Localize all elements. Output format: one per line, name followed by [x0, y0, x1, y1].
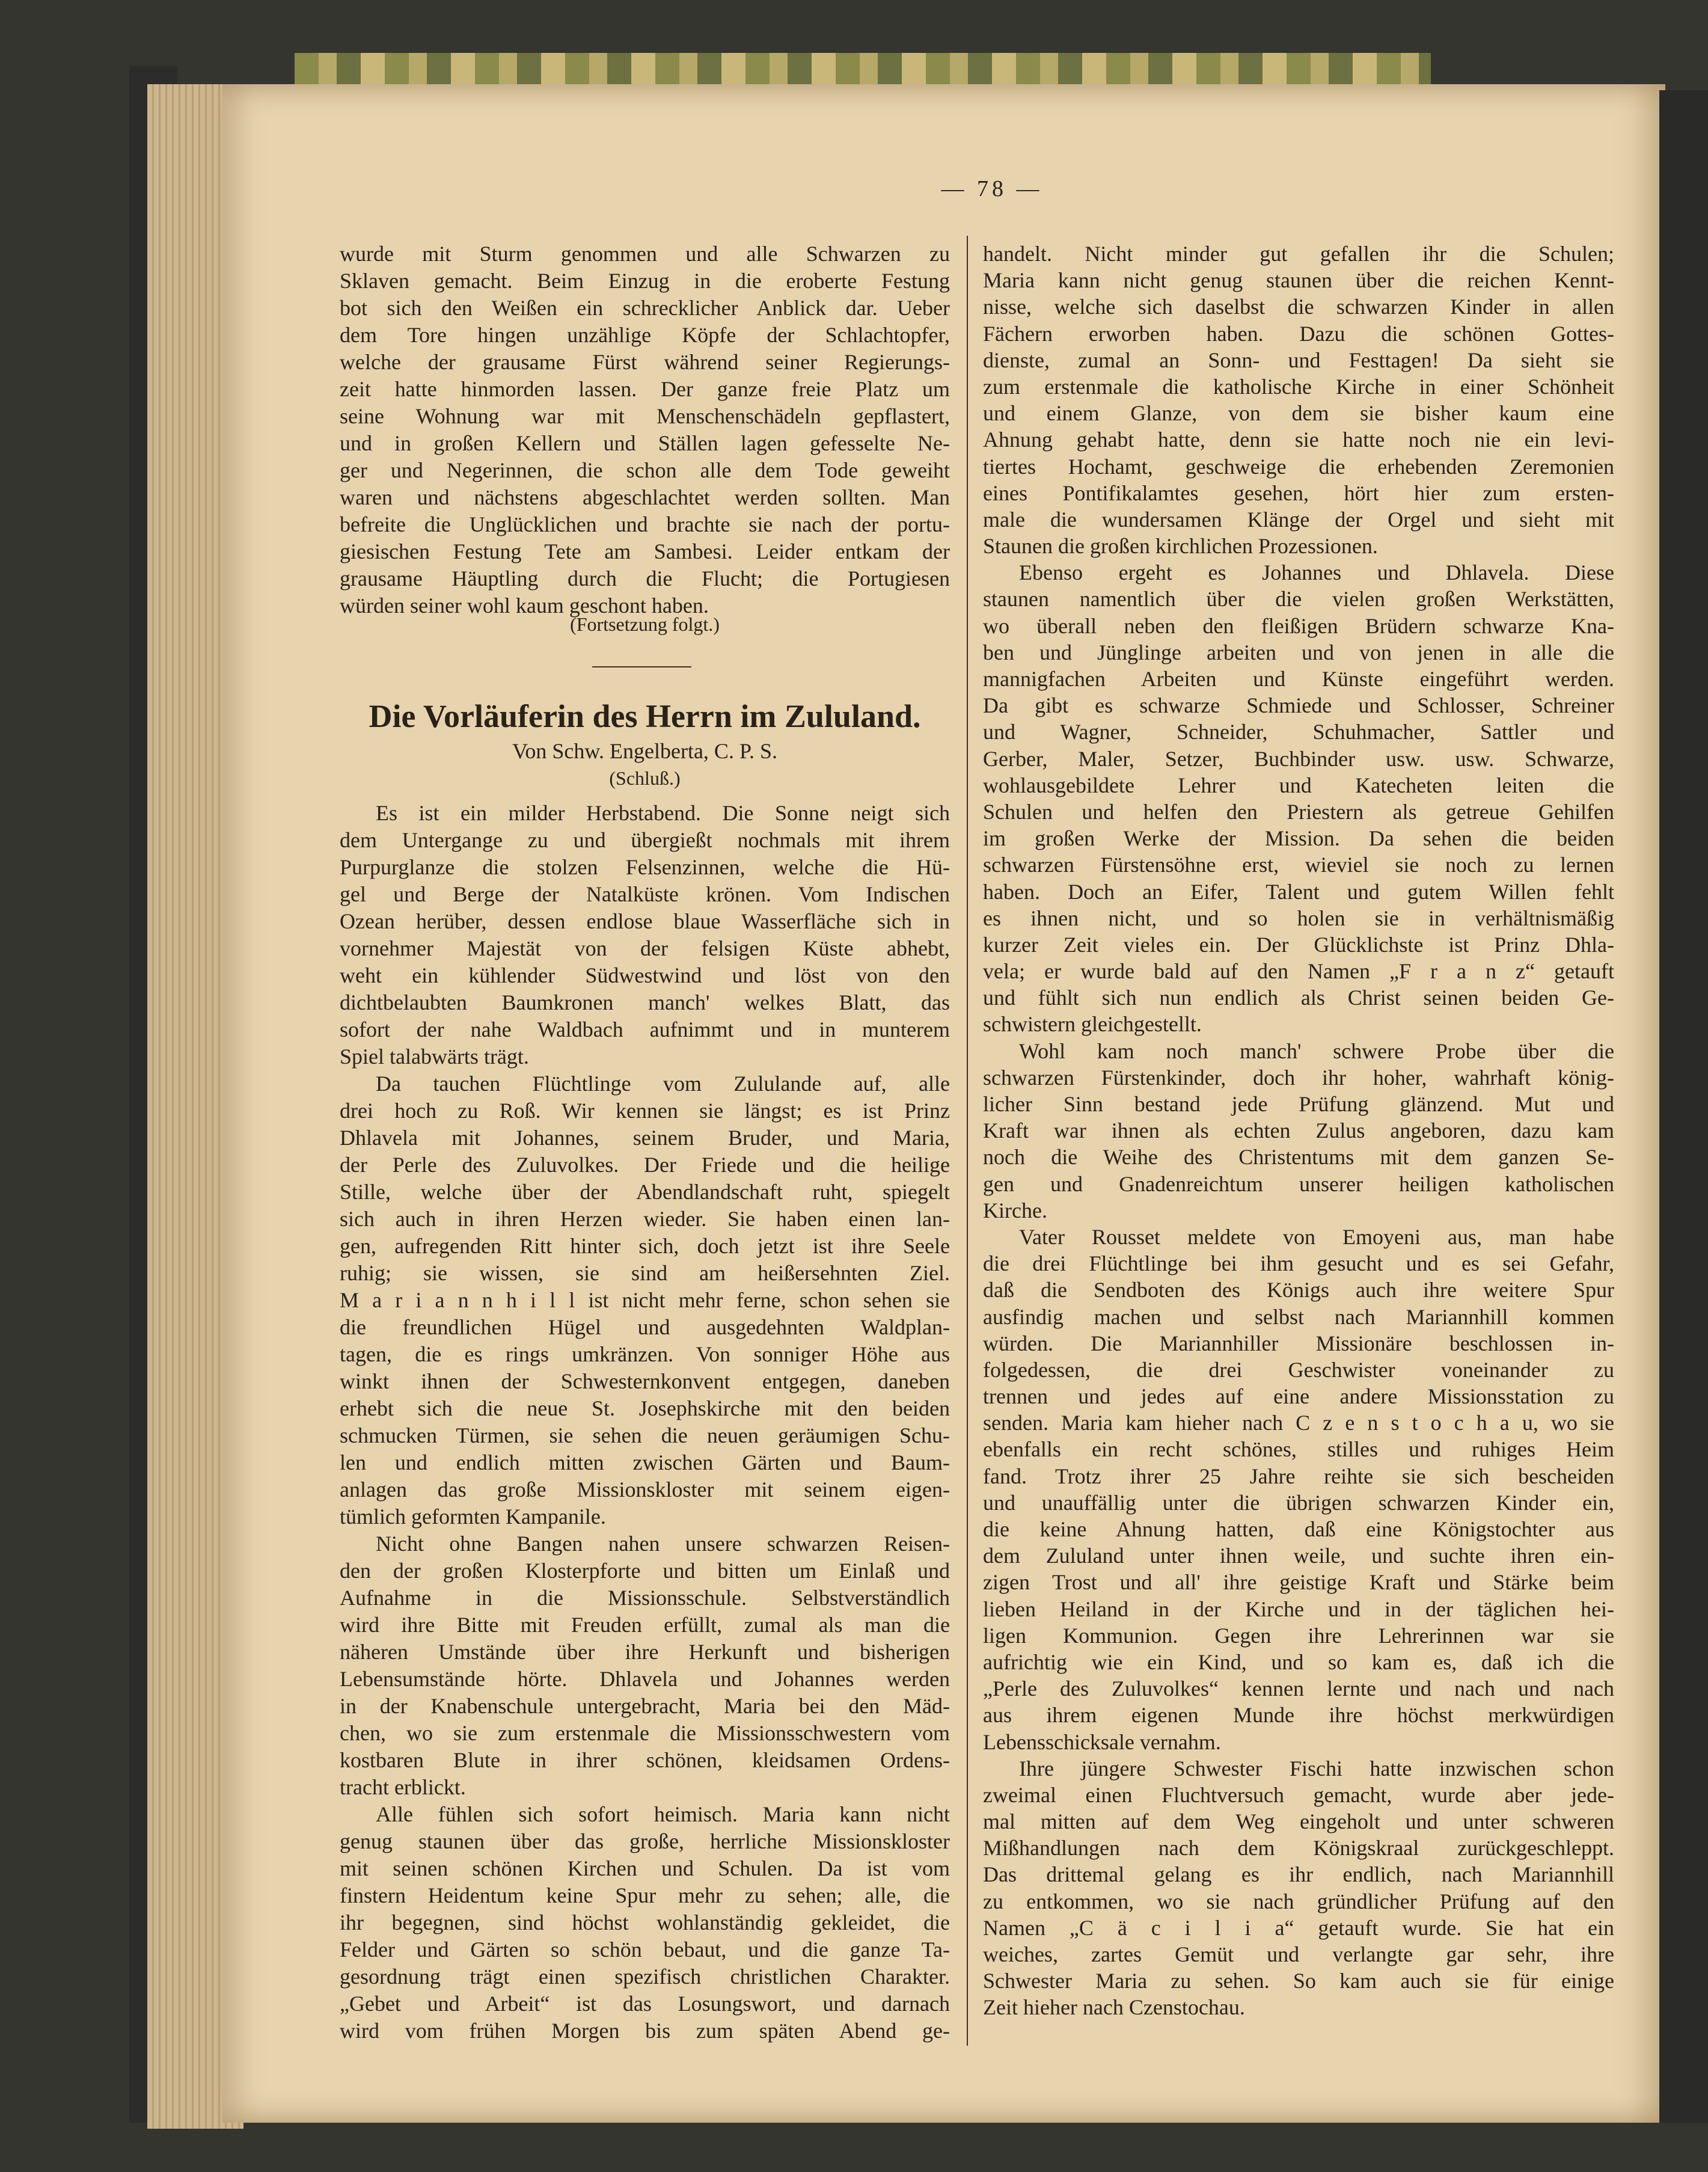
right-column-article-body [983, 241, 1614, 2021]
text-line: zu entkommen, wo sie nach gründlicher Prüfung auf den [983, 1889, 1614, 1913]
text-line: lieben Heiland in der Kirche und in der täglichen hei- [983, 1597, 1614, 1621]
text-line: ihr begegnen, sind höchst wohlanständig gekleidet, die [340, 1910, 950, 1934]
text-line: eines Pontifikalamtes gesehen, hört hier zum ersten- [983, 480, 1614, 505]
text-line: Schulen und helfen den Priestern als getreue Gehilfen [983, 799, 1614, 824]
text-line: Ozean herüber, dessen endlose blaue Wasserfläche sich in [340, 909, 950, 933]
text-line: waren und nächstens abgeschlachtet werden sollten. Man [340, 485, 950, 509]
text-line: Staunen die großen kirchlichen Prozessionen. [983, 534, 1378, 559]
text-line: die drei Flüchtlinge bei ihm gesucht und es sei Gefahr, [983, 1251, 1614, 1276]
page-number: — 78 — [941, 176, 1043, 201]
text-line: Lebensumstände hörte. Dhlavela und Johannes werden [340, 1667, 950, 1691]
text-line: tiertes Hochamt, geschweige die erhebenden Zeremonien [983, 454, 1614, 479]
text-line: und Wagner, Schneider, Schuhmacher, Sattler und [983, 720, 1614, 744]
text-line: gen und Gnadenreichtum unserer heiligen katholischen [983, 1171, 1614, 1196]
text-line: die keine Ahnung hatten, daß eine Königstochter aus [983, 1517, 1614, 1541]
text-line: sofort der nahe Waldbach aufnimmt und in munterem [340, 1017, 950, 1042]
text-line: schwarzen Fürstensöhne erst, wieviel sie noch zu lernen [983, 853, 1614, 877]
text-line: len und endlich mitten zwischen Gärten und Baum- [340, 1450, 950, 1474]
text-line: weiches, zartes Gemüt und verlangte gar sehr, ihre [983, 1942, 1614, 1966]
text-line: dem Untergange zu und übergießt nochmals mit ihrem [340, 828, 950, 852]
text-line: ruhig; sie wissen, sie sind am heißersehnten Ziel. [340, 1261, 950, 1285]
text-line: vela; er wurde bald auf den Namen „F r a n z“ getauft [983, 959, 1614, 984]
text-line: Alle fühlen sich sofort heimisch. Maria kann nicht [376, 1802, 950, 1826]
text-line: tagen, die es rings umkränzen. Von sonniger Höhe aus [340, 1342, 950, 1366]
text-line: anlagen das große Missionskloster mit seinem eigen- [340, 1477, 950, 1502]
section-rule [592, 666, 691, 667]
article-title: Die Vorläuferin des Herrn im Zululand. [369, 698, 921, 734]
text-line: ebenfalls ein recht schönes, stilles und ruhiges Heim [983, 1437, 1614, 1462]
text-line: genug staunen über das große, herrliche Missionskloster [340, 1829, 950, 1853]
text-line: und unauffällig unter die übrigen schwarzen Kinder ein, [983, 1490, 1614, 1515]
text-line: Es ist ein milder Herbstabend. Die Sonne neigt sich [376, 801, 950, 825]
text-line: Lebensschicksale vernahm. [983, 1729, 1221, 1754]
text-line: Namen „C ä c i l i a“ getauft wurde. Sie hat ein [983, 1915, 1614, 1940]
text-line: senden. Maria kam hieher nach C z e n s t o c h a u, wo sie [983, 1411, 1614, 1435]
text-line: aufrichtig wie ein Kind, und so kam es, daß ich die [983, 1649, 1614, 1674]
article-byline: Von Schw. Engelberta, C. P. S. [512, 739, 777, 763]
text-line: Dhlavela mit Johannes, seinem Bruder, und Maria, [340, 1126, 950, 1150]
text-line: wohlausgebildete Lehrer und Katecheten leiten die [983, 773, 1614, 797]
text-line: und in großen Kellern und Ställen lagen gefesselte Ne- [340, 431, 950, 455]
text-line: „Perle des Zuluvolkes“ kennen lernte und nach und nach [983, 1677, 1614, 1701]
text-line: fand. Trotz ihrer 25 Jahre reihte sie sich bescheiden [983, 1464, 1614, 1488]
text-line: M a r i a n n h i l l ist nicht mehr ferne, schon sehen sie [340, 1288, 950, 1312]
text-line: Da tauchen Flüchtlinge vom Zululande auf, alle [376, 1072, 950, 1096]
text-line: Sklaven gemacht. Beim Einzug in die eroberte Festung [340, 269, 950, 293]
text-line: grausame Häuptling durch die Flucht; die Portugiesen [340, 566, 950, 591]
column-divider [967, 236, 968, 2046]
text-line: Ahnung gehabt hatte, denn sie hatte noch nie ein levi- [983, 428, 1614, 452]
text-line: „Gebet und Arbeit“ ist das Losungswort, und darnach [340, 1992, 950, 2016]
text-line: Ebenso ergeht es Johannes und Dhlavela. Diese [1019, 560, 1614, 585]
text-line: bot sich den Weißen ein schrecklicher Anblick dar. Ueber [340, 296, 950, 320]
text-line: tümlich geformten Kampanile. [340, 1505, 606, 1529]
text-line: Das drittemal gelang es ihr endlich, nach Mariannhill [983, 1862, 1614, 1887]
text-line: wird vom frühen Morgen bis zum späten Abend ge- [340, 2019, 950, 2043]
text-line: zum erstenmale die katholische Kirche in einer Schönheit [983, 374, 1614, 399]
text-line: Zeit hieher nach Czenstochau. [983, 1995, 1245, 2020]
text-line: daß die Sendboten des Königs auch ihre weitere Spur [983, 1278, 1614, 1302]
text-line: dienste, zumal an Sonn- und Festtagen! Da sieht sie [983, 348, 1614, 372]
text-line: Fächern erworben haben. Dazu die schönen Gottes- [983, 321, 1614, 346]
text-line: in der Knabenschule untergebracht, Maria bei den Mäd- [340, 1694, 950, 1718]
text-line: Gerber, Maler, Setzer, Buchbinder usw. usw. Schwarze, [983, 746, 1614, 771]
text-line: Stille, welche über der Abendlandschaft ruht, spiegelt [340, 1180, 950, 1204]
text-line: es ihnen nicht, und so holen sie in verhältnismäßig [983, 906, 1614, 930]
text-line: mit seinen schönen Kirchen und Schulen. Da ist vom [340, 1856, 950, 1880]
left-column-article-body [340, 800, 950, 2045]
text-line: Purpurglanze die stolzen Felsenzinnen, welche die Hü- [340, 855, 950, 879]
text-line: zweimal einen Fluchtversuch gemacht, wurde aber jede- [983, 1782, 1614, 1807]
text-line: weht ein kühlender Südwestwind und löst von den [340, 963, 950, 987]
text-line: Aufnahme in die Missionsschule. Selbstverständlich [340, 1586, 950, 1610]
text-line: zeit hatte hinmorden lassen. Der ganze freie Platz um [340, 377, 950, 401]
text-line: im großen Werke der Mission. Da sehen die beiden [983, 826, 1614, 851]
text-line: folgedessen, die drei Geschwister voneinander zu [983, 1357, 1614, 1382]
text-line: die freundlichen Hügel und ausgedehnten Waldplan- [340, 1315, 950, 1339]
text-line: winkt ihnen der Schwesternkonvent entgegen, daneben [340, 1369, 950, 1393]
text-line: Mißhandlungen nach dem Königskraal zurückgeschleppt. [983, 1836, 1614, 1861]
text-line: ligen Kommunion. Gegen ihre Lehrerinnen war sie [983, 1623, 1614, 1648]
text-line: befreite die Unglücklichen und brachte sie nach der portu- [340, 512, 950, 536]
text-line: Maria kann nicht genug staunen über die reichen Kennt- [983, 268, 1614, 293]
text-line: mal mitten auf dem Weg eingeholt und unter schweren [983, 1809, 1614, 1834]
text-line: Wohl kam noch manch' schwere Probe über die [1019, 1038, 1614, 1063]
text-line: und einem Glanze, von dem sie bisher kaum eine [983, 401, 1614, 426]
text-line: gesordnung trägt einen spezifisch christlichen Charakter. [340, 1965, 950, 1989]
text-line: Felder und Gärten so schön bebaut, und die ganze Ta- [340, 1937, 950, 1962]
text-line: wo überall neben den fleißigen Brüdern schwarze Kna- [983, 613, 1614, 638]
text-line: zigen Trost und all' ihre geistige Kraft und Stärke beim [983, 1570, 1614, 1595]
text-line: Vater Rousset meldete von Emoyeni aus, man habe [1019, 1224, 1614, 1249]
text-line: würden seiner wohl kaum geschont haben. [340, 594, 709, 618]
text-line: kurzer Zeit vieles ein. Der Glücklichste ist Prinz Dhla- [983, 932, 1614, 957]
text-line: dem Tore hingen unzählige Köpfe der Schlachtopfer, [340, 323, 950, 347]
text-line: welche der grausame Fürst während seiner Regierungs- [340, 350, 950, 374]
text-line: Da gibt es schwarze Schmiede und Schlosser, Schreiner [983, 693, 1614, 718]
text-line: gel und Berge der Natalküste krönen. Vom Indischen [340, 882, 950, 906]
text-line: drei hoch zu Roß. Wir kennen sie längst; es ist Prinz [340, 1099, 950, 1123]
text-line: male die wundersamen Klänge der Orgel und sieht mit [983, 507, 1614, 532]
text-line: gen, aufregenden Ritt hinter sich, doch jetzt ist ihre Seele [340, 1234, 950, 1258]
text-line: staunen namentlich über die vielen großen Werkstätten, [983, 587, 1614, 612]
text-line: chen, wo sie zum erstenmale die Missionsschwestern vom [340, 1721, 950, 1745]
text-line: wird ihre Bitte mit Freuden erfüllt, zumal als man die [340, 1613, 950, 1637]
text-line: vornehmer Majestät von der felsigen Küste abhebt, [340, 936, 950, 960]
text-line: seine Wohnung war mit Menschenschädeln gepflastert, [340, 404, 950, 428]
text-line: giesischen Festung Tete am Sambesi. Leider entkam der [340, 539, 950, 563]
text-line: schmucken Türmen, sie sehen die neuen geräumigen Schu- [340, 1423, 950, 1447]
text-line: haben. Doch an Eifer, Talent und gutem Willen fehlt [983, 879, 1614, 904]
text-line: näheren Umstände über ihre Herkunft und bisherigen [340, 1640, 950, 1664]
text-line: noch die Weihe des Christentums mit dem ganzen Se- [983, 1145, 1614, 1170]
text-line: Ihre jüngere Schwester Fischi hatte inzwischen schon [1019, 1756, 1614, 1781]
text-line: licher Sinn bestand jede Prüfung glänzend. Mut und [983, 1092, 1614, 1116]
text-line: tracht erblickt. [340, 1775, 466, 1799]
text-line: Kirche. [983, 1198, 1047, 1223]
text-line: schwistern gleichgestellt. [983, 1012, 1202, 1037]
text-line: Schwester Maria zu sehen. So kam auch sie für einige [983, 1969, 1614, 1993]
text-line: ben und Jünglinge arbeiten und von jenen in alle die [983, 640, 1614, 664]
text-line: schwarzen Fürstenkinder, doch ihr hoher, wahrhaft könig- [983, 1065, 1614, 1090]
left-column-continuation [340, 241, 950, 619]
text-line: aus ihrem eigenen Munde ihre höchst merkwürdigen [983, 1703, 1614, 1728]
text-line: den der großen Klosterpforte und bitten um Einlaß und [340, 1559, 950, 1583]
text-line: der Perle des Zuluvolkes. Der Friede und die heilige [340, 1153, 950, 1177]
text-line: würden. Die Mariannhiller Missionäre beschlossen in- [983, 1331, 1614, 1355]
text-line: ausfindig machen und selbst nach Mariannhill kommen [983, 1304, 1614, 1329]
text-line: finstern Heidentum keine Spur mehr zu sehen; alle, die [340, 1883, 950, 1907]
book-cover-right [1659, 90, 1708, 2123]
text-line: erhebt sich die neue St. Josephskirche mit den beiden [340, 1396, 950, 1420]
text-line: dichtbelaubten Baumkronen manch' welkes Blatt, das [340, 990, 950, 1014]
text-line: Nicht ohne Bangen nahen unsere schwarzen Reisen- [376, 1532, 950, 1556]
text-line: sich auch in ihren Herzen wieder. Sie haben einen lan- [340, 1207, 950, 1231]
text-line: Kraft war ihnen als echten Zulus angeboren, dazu kam [983, 1118, 1614, 1143]
text-line: handelt. Nicht minder gut gefallen ihr die Schulen; [983, 242, 1614, 266]
text-line: nisse, welche sich daselbst die schwarzen Kinder in allen [983, 295, 1614, 319]
continuation-note: (Fortsetzung folgt.) [570, 613, 720, 635]
text-line: mannigfachen Arbeiten und Künste eingeführt werden. [983, 667, 1614, 691]
text-line: wurde mit Sturm genommen und alle Schwarzen zu [340, 242, 950, 266]
text-line: ger und Negerinnen, die schon alle dem Tode geweiht [340, 458, 950, 482]
text-line: kostbaren Blute in ihrer schönen, kleidsamen Ordens- [340, 1748, 950, 1772]
text-line: und fühlt sich nun endlich als Christ seinen beiden Ge- [983, 986, 1614, 1010]
part-note: (Schluß.) [609, 767, 681, 789]
text-line: trennen und jedes auf eine andere Missionsstation zu [983, 1384, 1614, 1409]
text-line: Spiel talabwärts trägt. [340, 1045, 529, 1069]
text-line: dem Zululand unter ihnen weile, und suchte ihren ein- [983, 1544, 1614, 1568]
